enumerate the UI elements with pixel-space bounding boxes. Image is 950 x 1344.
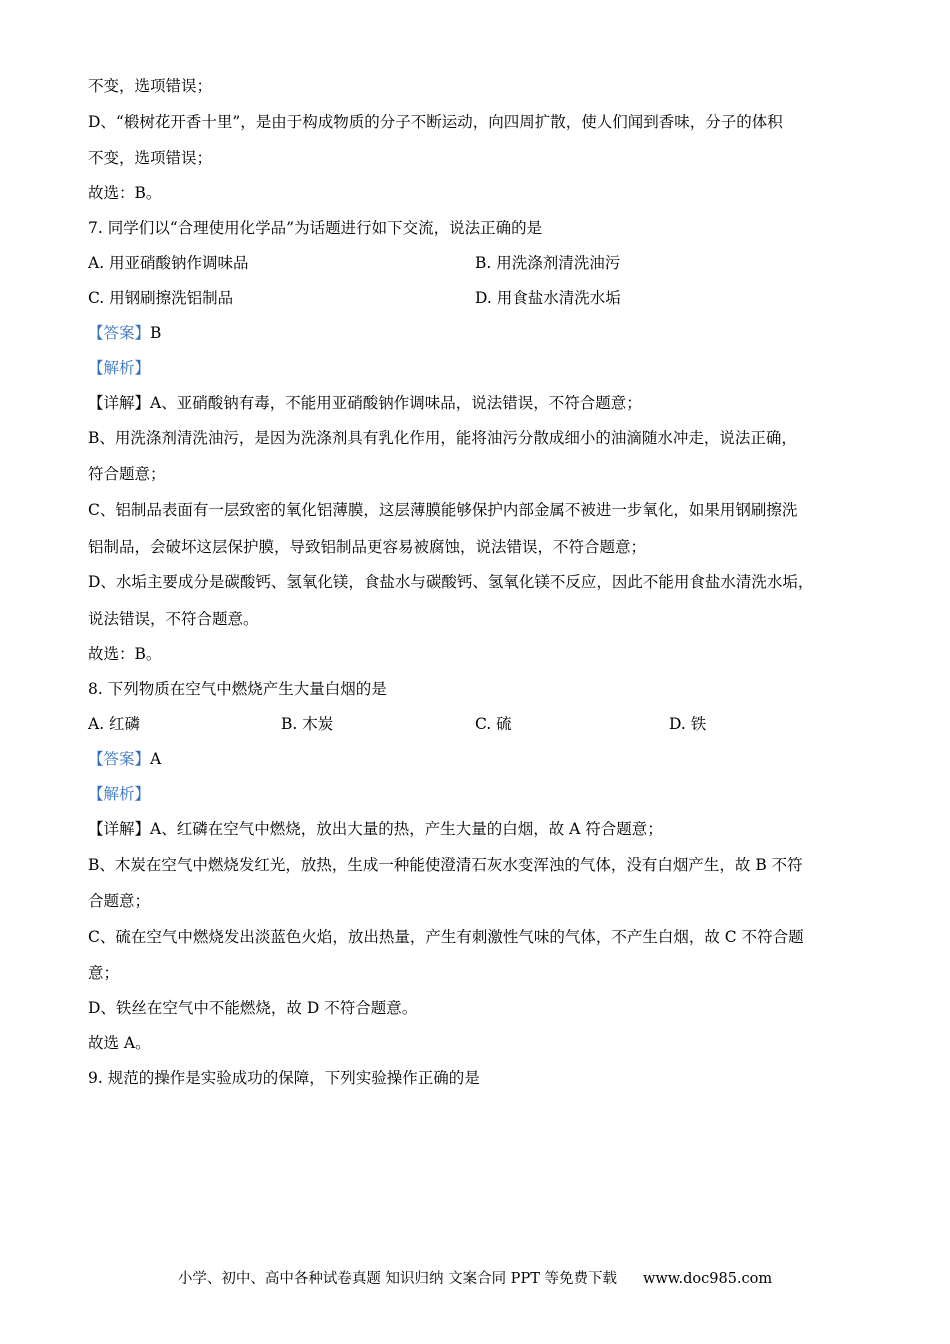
q8-option-a: A. 红磷	[88, 715, 141, 733]
text-line: 意；	[88, 964, 120, 982]
q8-option-c: C. 硫	[475, 715, 512, 733]
q7-option-c: C. 用钢刷擦洗铝制品	[88, 289, 234, 307]
q7-option-a: A. 用亚硝酸钠作调味品	[88, 254, 249, 272]
q7-answer	[88, 323, 161, 343]
text-line: B、用洗涤剂清洗油污，是因为洗涤剂具有乳化作用，能将油污分散成细小的油滴随水冲走，说法正确，	[88, 429, 797, 447]
question-7: 7. 同学们以“合理使用化学品”为话题进行如下交流，说法正确的是	[88, 219, 543, 237]
detail-tag: 【详解】	[88, 820, 151, 838]
detail-tag: 【详解】	[88, 394, 151, 412]
answer-tag: 【答案】	[88, 750, 151, 768]
q8-option-d: D. 铁	[669, 715, 707, 733]
question-8: 8. 下列物质在空气中燃烧产生大量白烟的是	[88, 680, 387, 698]
q8-analysis-tag: 【解析】	[88, 785, 151, 803]
text-line: D、铁丝在空气中不能燃烧，故 D 不符合题意。	[88, 999, 418, 1017]
answer-value: A	[150, 750, 162, 768]
q7-analysis-tag: 【解析】	[88, 359, 151, 377]
text-line: 铝制品，会破坏这层保护膜，导致铝制品更容易被腐蚀，说法错误，不符合题意；	[88, 538, 647, 556]
text-line: 符合题意；	[88, 465, 166, 483]
question-9: 9. 规范的操作是实验成功的保障，下列实验操作正确的是	[88, 1069, 480, 1087]
text-line: D、“椴树花开香十里”，是由于构成物质的分子不断运动，向四周扩散，使人们闻到香味，分子的体积	[88, 113, 783, 131]
detail-text: A、亚硝酸钠有毒，不能用亚硝酸钠作调味品，说法错误，不符合题意；	[150, 394, 642, 412]
q8-answer	[88, 749, 161, 769]
answer-value: B	[150, 324, 162, 342]
page-footer	[0, 1269, 950, 1289]
text-line: 故选：B。	[88, 184, 162, 202]
q7-option-d: D. 用食盐水清洗水垢	[475, 289, 621, 307]
text-line: B、木炭在空气中燃烧发红光，放热，生成一种能使澄清石灰水变浑浊的气体，没有白烟产生，故 B 不符	[88, 856, 803, 874]
text-line: 合题意；	[88, 892, 151, 910]
text-line: 故选 A。	[88, 1034, 151, 1052]
text-line: 故选：B。	[88, 645, 162, 663]
detail-text: A、红磷在空气中燃烧，放出大量的热，产生大量的白烟，故 A 符合题意；	[150, 820, 663, 838]
text-line: 不变，选项错误；	[88, 149, 213, 167]
footer-text: 小学、初中、高中各种试卷真题 知识归纳 文案合同 PPT 等免费下载	[177, 1271, 617, 1287]
q8-option-b: B. 木炭	[281, 715, 334, 733]
answer-tag: 【答案】	[88, 324, 151, 342]
text-line: D、水垢主要成分是碳酸钙、氢氧化镁，食盐水与碳酸钙、氢氧化镁不反应，因此不能用食盐水清洗水垢，	[88, 573, 814, 591]
text-line: C、铝制品表面有一层致密的氧化铝薄膜，这层薄膜能够保护内部金属不被进一步氧化，如果用钢刷擦洗	[88, 501, 798, 519]
footer-site-link[interactable]: www.doc985.com	[642, 1271, 773, 1287]
text-line: 说法错误，不符合题意。	[88, 610, 259, 628]
text-line: C、硫在空气中燃烧发出淡蓝色火焰，放出热量，产生有刺激性气味的气体，不产生白烟，故 C 不符合题	[88, 928, 804, 946]
q7-detail	[88, 393, 642, 413]
text-line: 不变，选项错误；	[88, 77, 213, 95]
q8-detail	[88, 819, 663, 839]
q7-option-b: B. 用洗涤剂清洗油污	[475, 254, 621, 272]
